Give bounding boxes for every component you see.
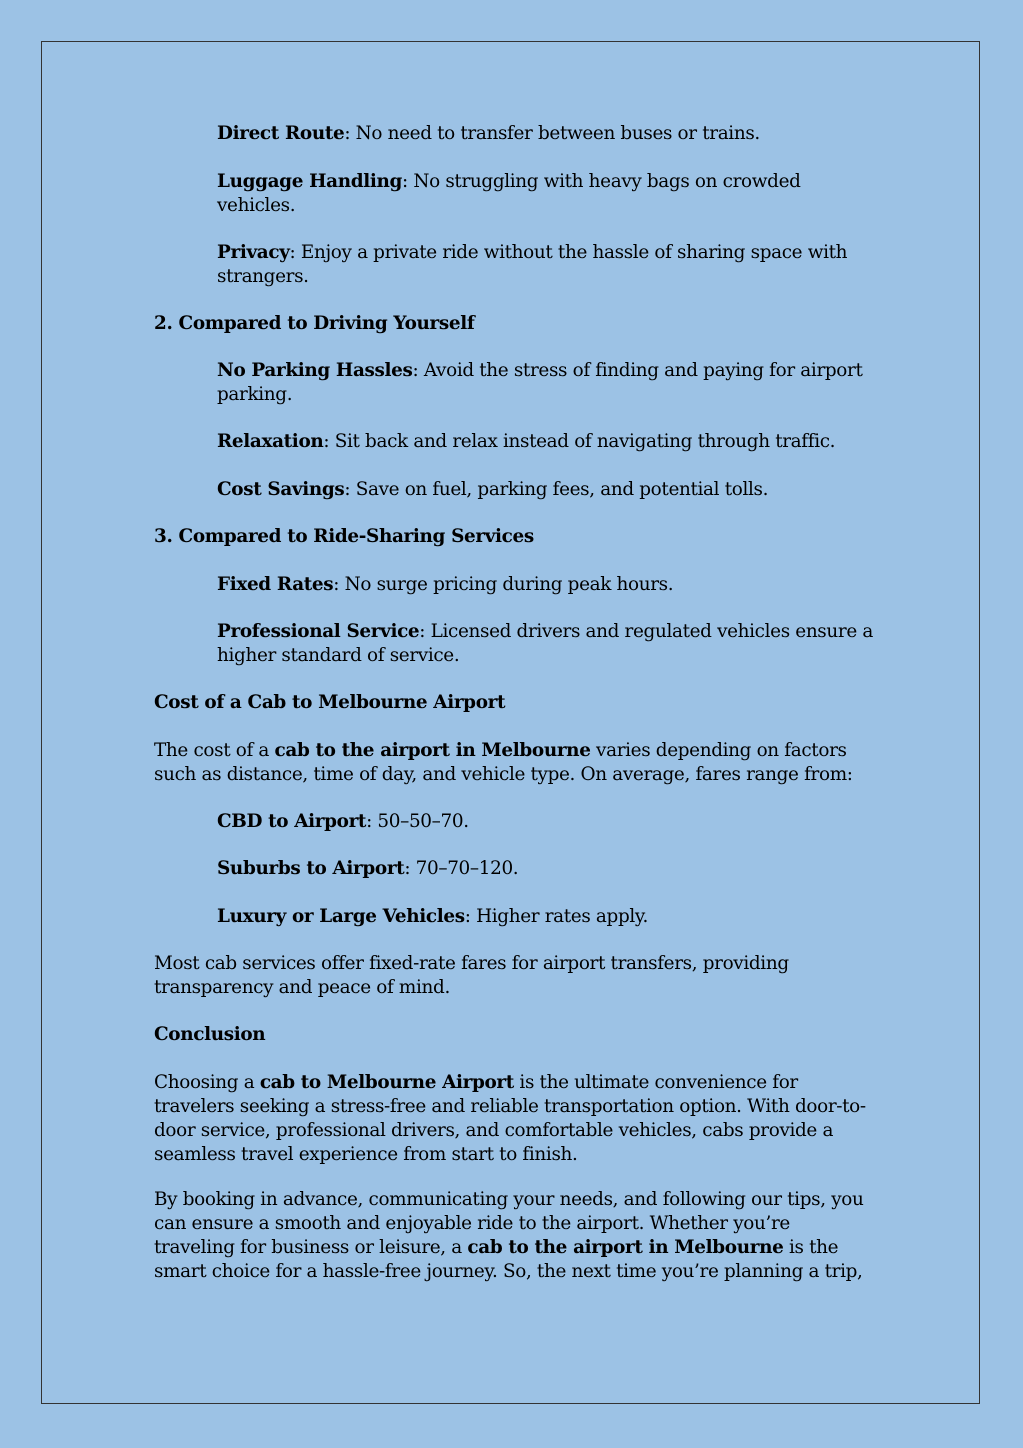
section-heading: 2. Compared to Driving Yourself xyxy=(154,313,475,334)
section-heading: 3. Compared to Ride-Sharing Services xyxy=(154,526,534,547)
list-item: Luxury or Large Vehicles: Higher rates apply. xyxy=(217,906,648,927)
section-heading: Conclusion xyxy=(154,1024,266,1045)
paragraph: Choosing a cab to Melbourne Airport is the ultimate convenience for travelers seeking a stress-free and reliable transportation option. With door-to-door service, professional drivers, and comfortable vehicles, cabs provide a seamless travel experience from start to finish. xyxy=(154,1072,866,1165)
list-item: Fixed Rates: No surge pricing during peak hours. xyxy=(217,574,674,595)
list-item: Cost Savings: Save on fuel, parking fees, and potential tolls. xyxy=(217,479,769,500)
list-item: Relaxation: Sit back and relax instead of navigating through traffic. xyxy=(217,431,836,452)
paragraph: The cost of a cab to the airport in Melbourne varies depending on factors such as distance, time of day, and vehicle type. On average, fares range from: xyxy=(154,740,853,785)
paragraph: By booking in advance, communicating your needs, and following our tips, you can ensure a smooth and enjoyable ride to the airport. Whether you’re traveling for business or leisure, a cab to the airport in Melbourne is the smart choice for a hassle-free journey. So, the next time you’re planning a trip, xyxy=(154,1189,864,1282)
list-item: Suburbs to Airport: 70–70–120. xyxy=(217,858,519,879)
section-heading: Cost of a Cab to Melbourne Airport xyxy=(154,692,506,713)
list-item: Privacy: Enjoy a private ride without the hassle of sharing space with strangers. xyxy=(217,242,848,287)
list-item: CBD to Airport: 50–50–70. xyxy=(217,811,469,832)
list-item: No Parking Hassles: Avoid the stress of finding and paying for airport parking. xyxy=(217,360,863,405)
list-item: Professional Service: Licensed drivers and regulated vehicles ensure a higher standard of service. xyxy=(217,621,873,666)
paragraph: Most cab services offer fixed-rate fares for airport transfers, providing transparency and peace of mind. xyxy=(154,953,789,998)
list-item: Luggage Handling: No struggling with heavy bags on crowded vehicles. xyxy=(217,171,801,216)
list-item: Direct Route: No need to transfer between buses or trains. xyxy=(217,123,760,144)
